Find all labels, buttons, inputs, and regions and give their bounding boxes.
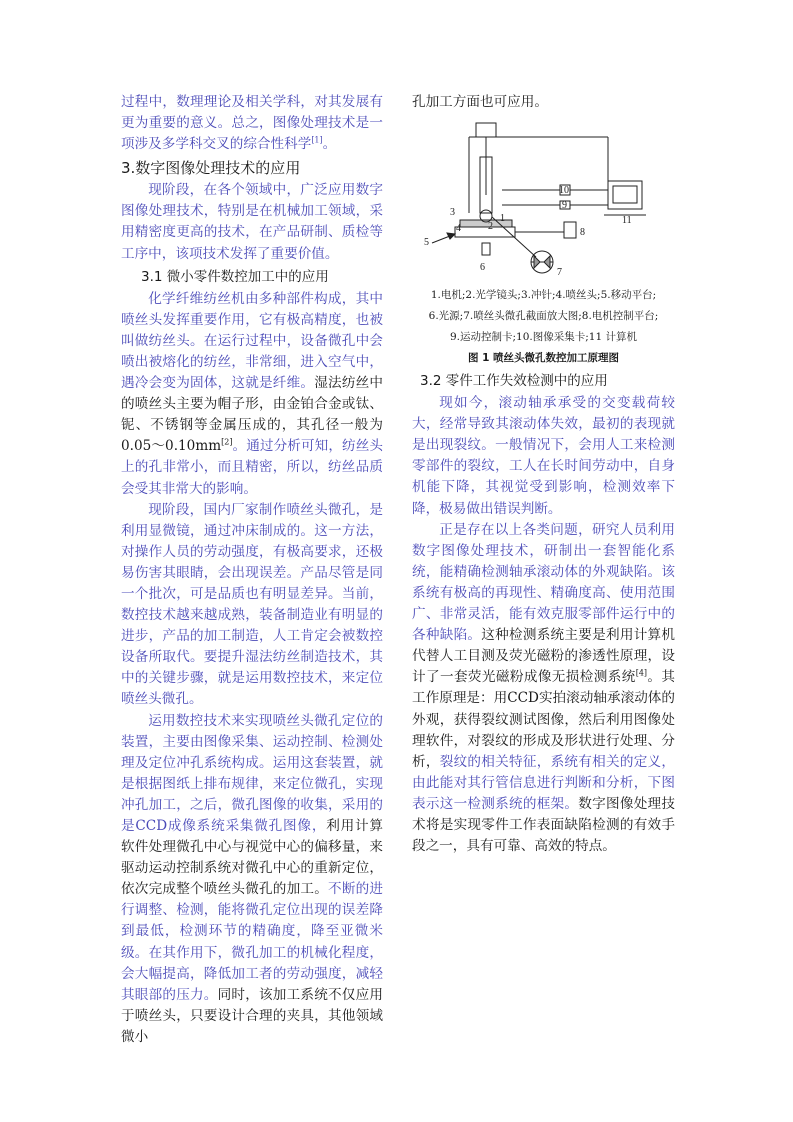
label-5: 5 xyxy=(424,237,429,249)
paragraph-section-intro: 现阶段，在各个领域中，广泛应用数字图像处理技术，特别是在机械加工领域，采用精密度更高的技术，在产品研制、质检等工序中，该项技术发挥了重要价值。 xyxy=(121,182,383,262)
caption-line: 9.运动控制卡;10.图像采集卡;11 计算机 xyxy=(450,331,637,344)
text-span: 正是存在以上各类问题，研究人员利用数字图像处理技术，研制出一套智能化系统，能精确检测轴承滚动体的外观缺陷。该系统有极高的再现性、精确度高、使用范围广、非常灵活，能有效克服零部件运行中的各种缺陷。 xyxy=(412,521,675,644)
subsection-heading-3-2: 3.2 零件工作失效检测中的应用 xyxy=(420,373,608,390)
subsection-heading-3-1: 3.1 微小零件数控加工中的应用 xyxy=(141,268,329,285)
label-9: 9 xyxy=(562,200,567,212)
paragraph-inspection-system xyxy=(412,520,675,858)
label-11: 11 xyxy=(622,215,632,227)
text-span: 不断的进行调整、检测，能将微孔定位出现的误差降到最低，检测环节的精确度，降至亚微米级。在其作用下，微孔加工的机械化程度，会大幅提高，降低加工者的劳动强度，减轻其眼部的压力。 xyxy=(121,881,384,1003)
motor-control-platform xyxy=(564,222,576,238)
paragraph-continuation: 孔加工方面也可应用。 xyxy=(412,94,548,110)
label-6: 6 xyxy=(480,262,485,274)
label-10: 10 xyxy=(559,185,569,197)
text-span: 数字图像处理技术将是实现零件工作表面缺陷检测的有效手段之一，具有可靠、高效的特点。 xyxy=(412,795,676,855)
caption-line: 1.电机;2.光学镜头;3.冲针;4.喷丝头;5.移动平台; xyxy=(430,289,657,302)
text-span: 湿法纺丝中的喷丝头主要为帽子形，由金铂合金或钛、铌、不锈钢等金属压成的，其孔径一般为0.05～0.10mm xyxy=(121,375,384,455)
right-column xyxy=(412,92,675,857)
schematic-svg xyxy=(412,117,675,277)
citation-ref[interactable]: [4] xyxy=(635,668,648,678)
label-3: 3 xyxy=(450,207,455,219)
caption-line: 6.光源;7.喷丝头微孔截面放大图;8.电机控制平台; xyxy=(428,310,659,323)
paragraph-intro-continuation xyxy=(121,92,383,155)
text-span: 运用数控技术来实现喷丝头微孔定位的装置，主要由图像采集、运动控制、检测处理及定位冲孔系统构成。运用这套装置，就是根据图纸上排布规律，来定位微孔，实现冲孔加工，之后，微孔图像的收集，采用的是CCD成像系统采集微孔图像， xyxy=(121,712,383,834)
label-4: 4 xyxy=(456,223,461,235)
label-8: 8 xyxy=(580,227,585,239)
figure-caption-list xyxy=(412,285,675,348)
label-7: 7 xyxy=(557,267,562,278)
section-heading: 3.数字图像处理技术的应用 xyxy=(121,159,301,178)
paragraph-nc-device xyxy=(121,711,383,1049)
left-column xyxy=(121,92,383,1048)
text-span: 这种检测系统主要是利用计算机代替人工目测及荧光磁粉的渗透性原理，设计了一套荧光磁粉成像无损检测系统 xyxy=(412,627,676,686)
label-1: 1 xyxy=(500,213,505,225)
citation-ref[interactable]: [1] xyxy=(311,135,323,145)
figure-1-diagram xyxy=(412,117,675,277)
paragraph-manufacture: 现阶段，国内厂家制作喷丝头微孔，是利用显微镜，通过冲床制成的。这一方法，对操作人员的劳动强度，有极高要求，还极易伤害其眼睛，会出现误差。产品尽管是同一个批次，可是品质也有明显差异。当前，数控技术越来越成熟，装备制造业有明显的进步，产品的加工制造，人工肯定会被数控设备所取代。要提升湿法纺丝制造技术，其中的关键步骤，就是运用数控技术，来定位喷丝头微孔。 xyxy=(121,501,383,708)
moving-platform xyxy=(455,227,515,237)
text-span: 利用计算软件处理微孔中心与视觉中心的偏移量，来驱动运动控制系统对微孔中心的重新定位，依次完成整个喷丝头微孔的加工。 xyxy=(121,818,384,898)
paragraph-spinneret xyxy=(121,289,383,500)
label-2: 2 xyxy=(488,221,493,233)
text-span: 。 xyxy=(322,136,337,153)
text-span: 过程中，数理理论及相关学科，对其发展有更为重要的意义。总之，图像处理技术是一项涉及多学科交叉的综合性科学 xyxy=(121,94,383,153)
paragraph-bearing-failure: 现如今，滚动轴承承受的交变载荷较大，经常导致其滚动体失效，最初的表现就是出现裂纹。一般情况下，会用人工来检测零部件的裂纹，工人在长时间劳动中，自身机能下降，其视觉受到影响，检测效率下降，极易做出错误判断。 xyxy=(412,395,675,517)
text-span: 裂纹的相关特征，系统有相关的定义，由此能对其行管信息进行判断和分析，下图表示这一检测系统的框架。 xyxy=(412,753,676,812)
figure-title: 图 1 喷丝头微孔数控加工原理图 xyxy=(467,352,620,365)
citation-ref[interactable]: [2] xyxy=(221,437,233,447)
text-span: 。通过分析可知，纺丝头上的孔非常小，而且精密，所以，纺丝品质会受其非常大的影响。 xyxy=(121,438,384,497)
text-span: 同时，该加工系统不仅应用于喷丝头，只要设计合理的夹具，其他领域微小 xyxy=(121,986,384,1045)
motor-block xyxy=(476,123,496,137)
figure-labels xyxy=(424,185,632,277)
light-source xyxy=(482,243,490,255)
text-span: 。其工作原理是：用CCD实拍滚动轴承滚动体的外观，获得裂纹测试图像，然后利用图像处理软件，对裂纹的形成及形状进行处理、分析， xyxy=(412,669,676,770)
text-span: 化学纤维纺丝机由多种部件构成，其中喷丝头发挥重要作用，它有极高精度，也被叫做纺丝头。在运行过程中，设备微孔中会喷出被熔化的纺丝，非常细，进入空气中，遇冷会变为固体，这就是纤维。 xyxy=(121,290,383,392)
